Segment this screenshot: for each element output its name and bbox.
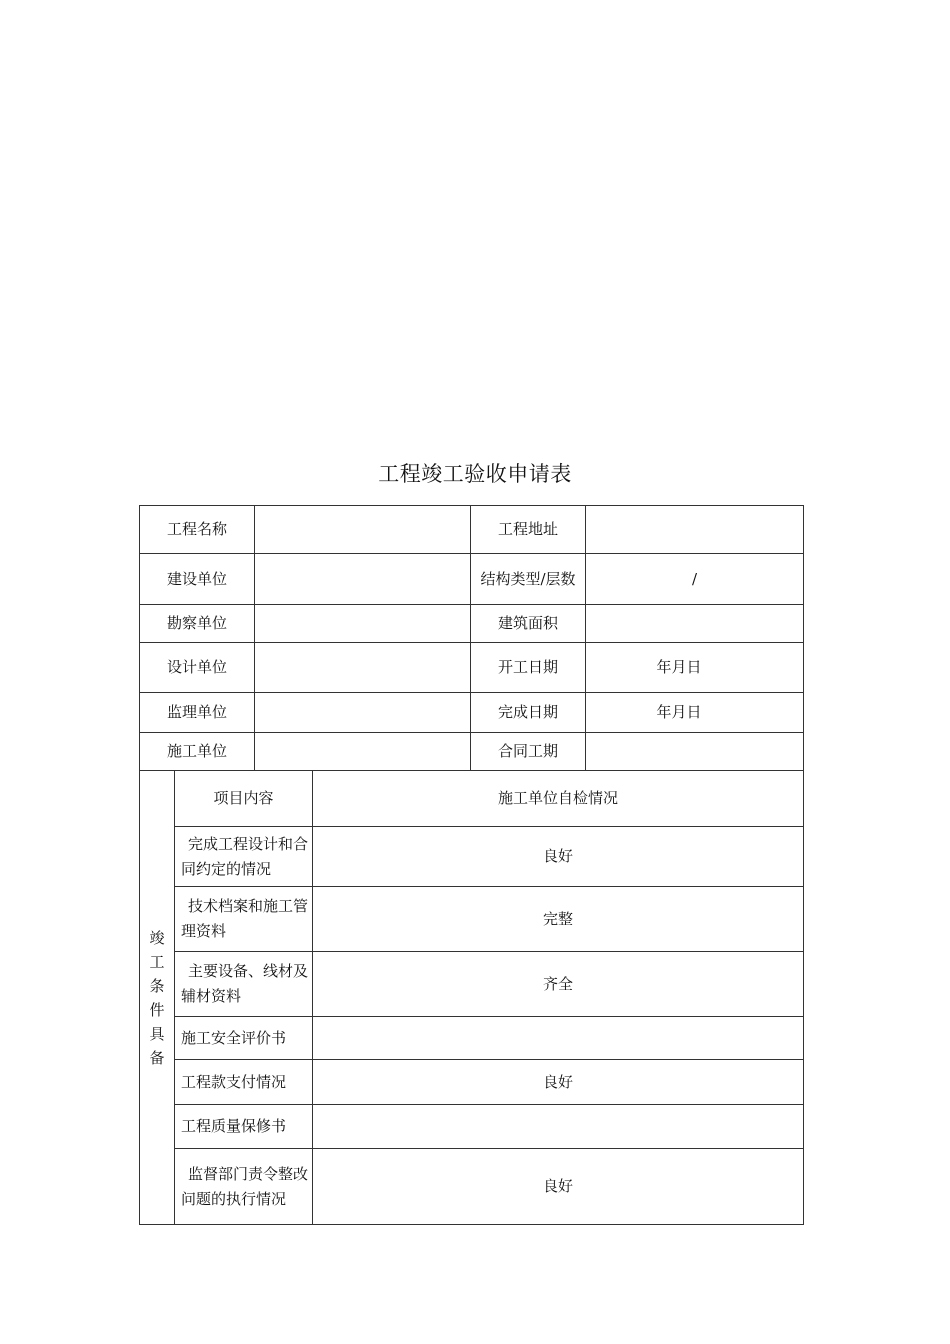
value-project-address[interactable] bbox=[586, 506, 803, 553]
condition-item bbox=[175, 827, 312, 886]
value-supervision-unit[interactable] bbox=[255, 693, 470, 732]
label-contract-period: 合同工期 bbox=[497, 742, 558, 760]
condition-item bbox=[175, 887, 312, 951]
side-label-char: 条 bbox=[149, 976, 165, 995]
condition-status[interactable]: 良好 bbox=[542, 1177, 573, 1195]
label-construction-unit: 建设单位 bbox=[166, 569, 227, 588]
side-label-char: 备 bbox=[149, 1048, 165, 1067]
condition-item-text: 施工安全评价书 bbox=[181, 1028, 287, 1047]
condition-item-text: 工程质量保修书 bbox=[181, 1117, 287, 1135]
value-contractor-unit[interactable] bbox=[255, 733, 470, 770]
label-building-area: 建筑面积 bbox=[497, 614, 558, 632]
value-construction-unit[interactable] bbox=[255, 554, 470, 604]
label-completion-date: 完成日期 bbox=[497, 703, 558, 721]
condition-item-text: 工程款支付情况 bbox=[181, 1072, 287, 1091]
condition-item-text: 完成工程设计和合同约定的情况 bbox=[181, 834, 309, 878]
condition-status[interactable]: 良好 bbox=[542, 1072, 573, 1091]
condition-item bbox=[175, 1017, 312, 1059]
condition-status[interactable]: 齐全 bbox=[542, 974, 573, 993]
condition-item bbox=[175, 952, 312, 1016]
side-label-char: 工 bbox=[149, 952, 165, 971]
side-label-char: 件 bbox=[149, 1000, 165, 1019]
value-contract-period[interactable] bbox=[586, 733, 803, 770]
value-design-unit[interactable] bbox=[255, 643, 470, 692]
condition-item bbox=[175, 1149, 312, 1224]
label-structure-floors: 结构类型/层数 bbox=[480, 569, 576, 588]
header-item-content: 项目内容 bbox=[213, 789, 274, 807]
condition-item-text: 监督部门责令整改问题的执行情况 bbox=[181, 1164, 309, 1208]
side-label-char: 竣 bbox=[149, 928, 165, 947]
value-project-name[interactable] bbox=[255, 506, 470, 553]
side-label-completion-conditions bbox=[140, 771, 174, 1224]
label-survey-unit: 勘察单位 bbox=[166, 614, 227, 632]
label-start-date: 开工日期 bbox=[497, 658, 558, 676]
condition-status[interactable]: 良好 bbox=[542, 847, 573, 865]
table-border-bottom bbox=[139, 1224, 804, 1225]
condition-status[interactable] bbox=[313, 1105, 803, 1148]
condition-item bbox=[175, 1060, 312, 1104]
table-border-right bbox=[803, 505, 804, 1225]
value-start-date[interactable]: 年月日 bbox=[656, 658, 702, 676]
label-supervision-unit: 监理单位 bbox=[166, 703, 227, 721]
condition-item-text: 技术档案和施工管理资料 bbox=[181, 897, 309, 940]
condition-item-text: 主要设备、线材及辅材资料 bbox=[181, 962, 309, 1005]
label-project-address: 工程地址 bbox=[497, 520, 558, 538]
header-self-check: 施工单位自检情况 bbox=[497, 789, 618, 807]
label-project-name: 工程名称 bbox=[166, 520, 227, 538]
value-completion-date[interactable]: 年月日 bbox=[656, 703, 702, 721]
label-design-unit: 设计单位 bbox=[166, 658, 227, 676]
side-label-char: 具 bbox=[149, 1024, 165, 1043]
form-title: 工程竣工验收申请表 bbox=[378, 462, 572, 486]
value-survey-unit[interactable] bbox=[255, 605, 470, 642]
value-structure-floors[interactable]: / bbox=[691, 569, 698, 588]
condition-status[interactable]: 完整 bbox=[542, 909, 573, 928]
label-contractor-unit: 施工单位 bbox=[166, 742, 227, 760]
value-building-area[interactable] bbox=[586, 605, 803, 642]
condition-item bbox=[175, 1105, 312, 1148]
condition-status[interactable] bbox=[313, 1017, 803, 1059]
